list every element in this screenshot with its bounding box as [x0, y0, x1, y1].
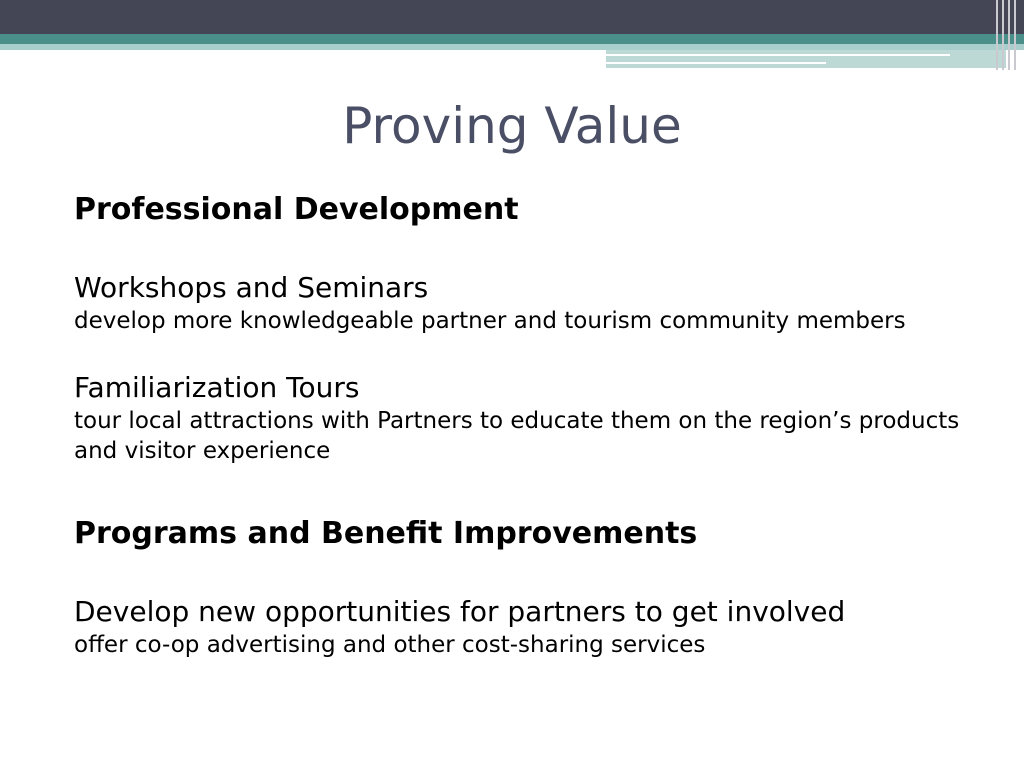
header-stripe	[1002, 0, 1004, 70]
header-dark-band	[0, 0, 1024, 34]
item-title: Workshops and Seminars	[74, 271, 429, 304]
header-stripe	[1008, 0, 1010, 70]
section-heading: Professional Development	[74, 192, 519, 227]
header-tail-line	[606, 54, 950, 56]
header-teal-band	[0, 34, 1024, 44]
slide-title: Proving Value	[342, 97, 682, 155]
header-stripe	[996, 0, 998, 70]
item-title: Familiarization Tours	[74, 371, 360, 404]
section-heading: Programs and Benefit Improvements	[74, 516, 698, 551]
item-description: tour local attractions with Partners to educate them on the region’s products and visitor experience	[74, 408, 960, 464]
item-description: develop more knowledgeable partner and tourism community members	[74, 308, 906, 334]
slide-body	[74, 190, 1004, 660]
header-stripe	[1014, 0, 1016, 70]
item-title: Develop new opportunities for partners to get involved	[74, 595, 846, 628]
header-tail-band	[606, 50, 1006, 68]
item-description: offer co-op advertising and other cost-sharing services	[74, 632, 706, 658]
header-tail-line	[606, 62, 826, 64]
